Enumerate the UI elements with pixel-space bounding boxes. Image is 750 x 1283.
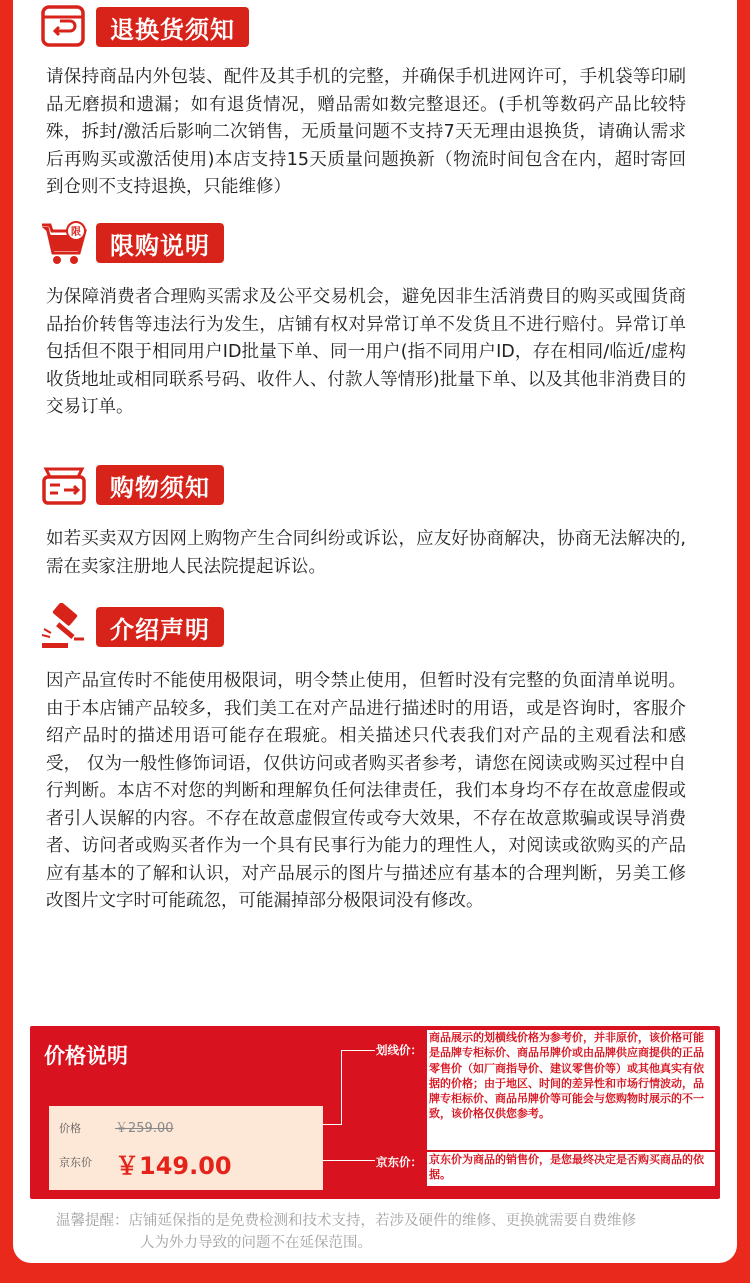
return-box-icon bbox=[40, 3, 88, 51]
strike-label: 划线价： bbox=[376, 1043, 422, 1057]
price-sample-box bbox=[49, 1106, 323, 1190]
limit-badge: 限 bbox=[71, 227, 81, 238]
strike-price-description: 商品展示的划横线价格为参考价，并非原价，该价格可能是品牌专柜标价、商品吊牌价或由品牌供应商提供的正品零售价（如厂商指导价、建议零售价等）或其他真实有依据的价格；由于地区、时间的差异性和市场行情波动，品牌专柜标价、商品吊牌价等可能会与您购物时展示的不一致，该价格仅供您参考。 bbox=[427, 1030, 715, 1150]
limit-cart-icon bbox=[40, 219, 88, 267]
jd-price-description: 京东价为商品的销售价，是您最终决定是否购买商品的依据。 bbox=[427, 1152, 715, 1186]
jd-label: 京东价： bbox=[376, 1155, 422, 1169]
strike-price-label: 价格 bbox=[59, 1122, 81, 1135]
section-title: 限购说明 bbox=[96, 223, 224, 263]
section-shopping-header bbox=[40, 464, 224, 506]
connector-line bbox=[341, 1050, 375, 1051]
reminder-line-2: 人为外力导致的问题不在延保范围。 bbox=[140, 1235, 372, 1251]
section-title: 介绍声明 bbox=[96, 607, 224, 647]
section-text: 为保障消费者合理购买需求及公平交易机会，避免因非生活消费目的购买或囤货商品抬价转售等违法行为发生，店铺有权对异常订单不发货且不进行赔付。异常订单包括但不限于相同用户ID批量下单、同一用户(指不同用户ID，存在相同/临近/虚构收货地址或相同联系号码、收件人、付款人等情形)批量下单、以及其他非消费目的交易订单。 bbox=[46, 287, 686, 417]
strike-price-value: ￥259.00 bbox=[115, 1121, 174, 1136]
warm-reminder bbox=[56, 1210, 706, 1254]
section-text: 因产品宣传时不能使用极限词，明令禁止使用，但暂时没有完整的负面清单说明。由于本店铺产品较多，我们美工在对产品进行描述时的用语，或是咨询时，客服介绍产品时的描述用语可能存在瑕疵。相关描述只代表我们对产品的主观看法和感受， 仅为一般性修饰词语，仅供访问或者购买者参考，请您在阅读或购买过程中自行判断。本店不对您的判断和理解负任何法律责任，我们本身均不存在故意虚假或者引人误解的内容。不存在故意虚假宣传或夸大效果，不存在故意欺骗或误导消费者、访问者或购买者作为一个具有民事行为能力的理性人，对阅读或欲购买的产品应有基本的了解和认识，对产品展示的图片与描述应有基本的合理判断，另美工修改图片文字时可能疏忽，可能漏掉部分极限词没有修改。 bbox=[46, 671, 686, 911]
section-statement-header bbox=[40, 606, 224, 648]
section-text: 如若买卖双方因网上购物产生合同纠纷或诉讼，应友好协商解决，协商无法解决的,需在卖家注册地人民法院提起诉讼。 bbox=[46, 529, 686, 577]
section-title: 购物须知 bbox=[96, 465, 224, 505]
jd-price-label: 京东价 bbox=[59, 1156, 92, 1169]
connector-line bbox=[341, 1050, 342, 1125]
price-title: 价格说明 bbox=[44, 1044, 128, 1068]
connector-line bbox=[323, 1160, 375, 1161]
gavel-icon bbox=[40, 603, 88, 651]
shopping-box-icon bbox=[40, 461, 88, 509]
section-limit-header bbox=[40, 222, 224, 264]
jd-price-value: ￥149.00 bbox=[115, 1152, 232, 1180]
section-title: 退换货须知 bbox=[96, 7, 249, 47]
price-explanation-panel bbox=[30, 1026, 720, 1199]
connector-line bbox=[323, 1124, 341, 1125]
section-text: 请保持商品内外包装、配件及其手机的完整，并确保手机进网许可，手机袋等印刷品无磨损和遗漏；如有退货情况，赠品需如数完整退还。(手机等数码产品比较特殊，拆封/激活后影响二次销售，无质量问题不支持7天无理由退换货，请确认需求后再购买或激活使用)本店支持15天质量问题换新（物流时间包含在内，超时寄回到仓则不支持退换，只能维修） bbox=[46, 67, 686, 197]
section-return-header bbox=[40, 6, 249, 48]
reminder-line-1: 温馨提醒：店铺延保指的是免费检测和技术支持，若涉及硬件的维修、更换就需要自费维修 bbox=[56, 1213, 636, 1229]
